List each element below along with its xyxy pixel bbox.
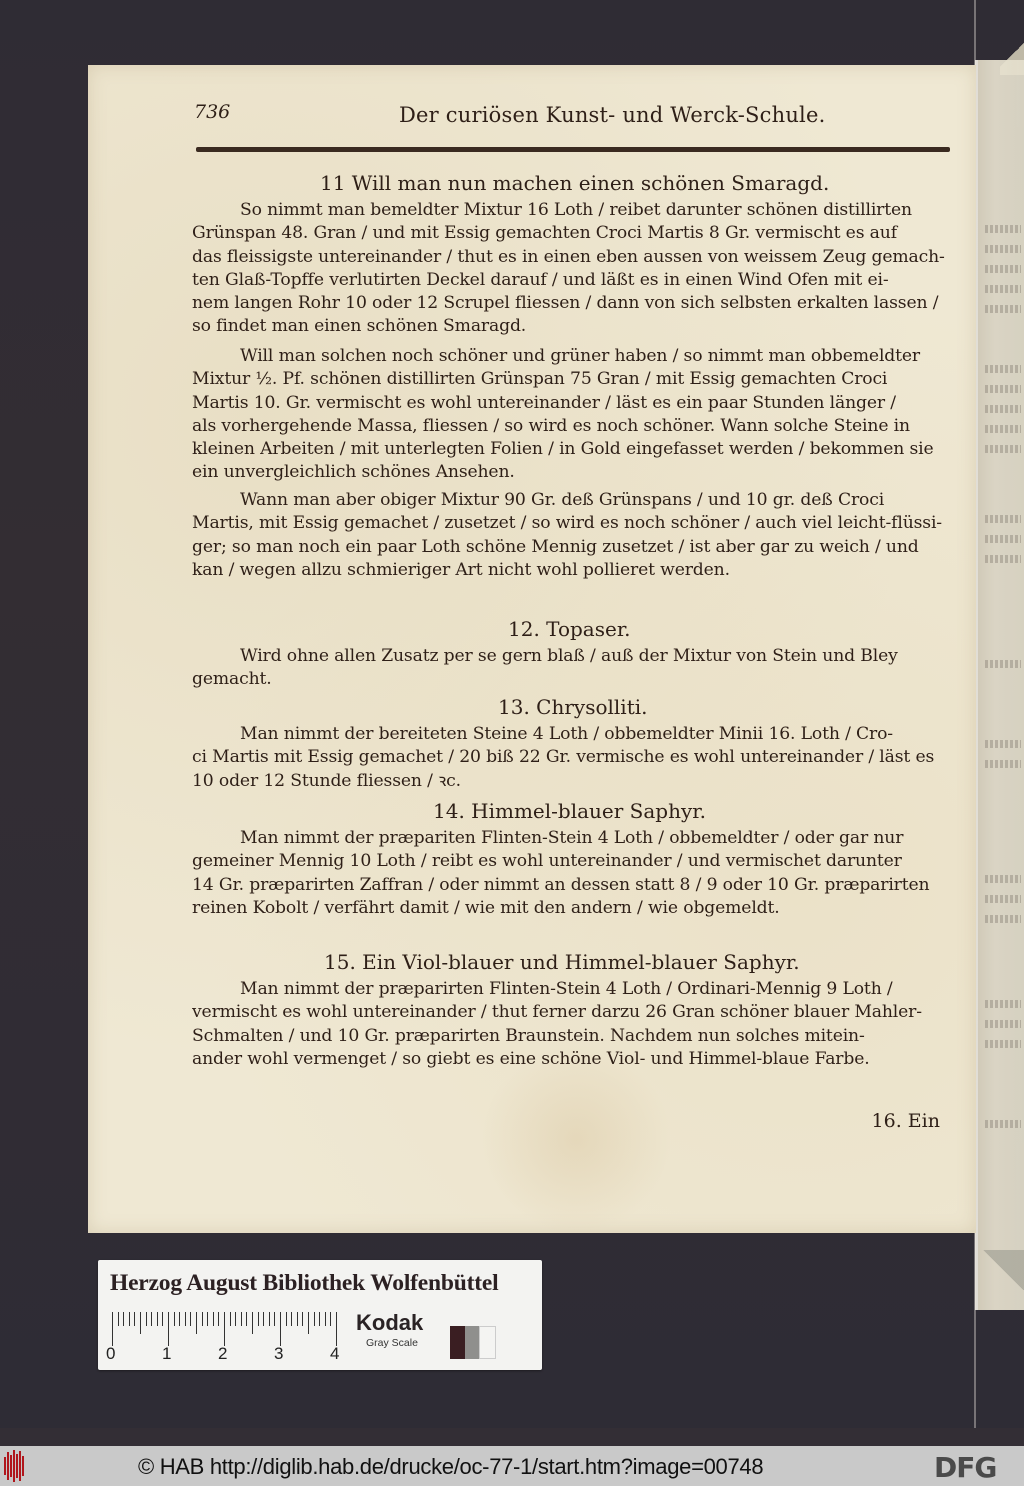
show-through-text (985, 555, 1021, 563)
ruler-tick (291, 1312, 292, 1326)
ruler-tick (196, 1312, 197, 1334)
text-line: 14 Gr. præparirten Zaffran / oder nimmt an dessen statt 8 / 9 oder 10 Gr. præparirten (192, 874, 930, 895)
text-line: gemeiner Mennig 10 Loth / reibt es wohl untereinander / und vermischet darunter (192, 851, 902, 872)
ruler-tick (230, 1312, 231, 1326)
show-through-text (985, 305, 1021, 313)
ruler-tick (224, 1312, 225, 1346)
gray-patch-light (479, 1326, 496, 1359)
kodak-logo: Kodak (356, 1310, 424, 1335)
ruler-tick (235, 1312, 236, 1326)
gray-scale-patches (450, 1326, 496, 1359)
ruler-tick (146, 1312, 147, 1326)
ruler-tick (162, 1312, 163, 1326)
ruler-label: 2 (218, 1344, 228, 1363)
ruler-tick (157, 1312, 158, 1326)
ruler-tick (112, 1312, 113, 1346)
ruler-tick (263, 1312, 264, 1326)
gray-scale-label: Gray Scale (366, 1337, 418, 1349)
library-name: Herzog August Bibliothek Wolfenbüttel (110, 1270, 499, 1296)
show-through-text (985, 1120, 1021, 1128)
ruler-tick (213, 1312, 214, 1326)
text-line: Man nimmt der bereiteten Steine 4 Loth / obbemeldter Minii 16. Loth / Cro- (240, 724, 893, 744)
section-heading-14: 14. Himmel-blauer Saphyr. (433, 799, 707, 823)
text-line: vermischt es wohl untereinander / thut ferner darzu 26 Gran schöner blauer Mahler- (192, 1002, 922, 1023)
text-line: nem langen Rohr 10 oder 12 Scrupel fliessen / dann von sich selbsten erkalten lassen / (192, 293, 939, 314)
paragraph (192, 827, 952, 920)
ruler-tick (168, 1312, 169, 1346)
show-through-text (985, 405, 1021, 413)
ruler-tick (202, 1312, 203, 1326)
show-through-text (985, 245, 1021, 253)
text-line: Martis 10. Gr. vermischt es wohl untereinander / läst es ein paar Stunden länger / (192, 392, 896, 413)
ruler-tick (118, 1312, 119, 1326)
show-through-text (985, 425, 1021, 433)
ruler-label: 4 (330, 1344, 340, 1363)
show-through-text (985, 1020, 1021, 1028)
book-page (88, 65, 976, 1233)
catchword: 16. Ein (871, 1110, 940, 1132)
ruler-tick (308, 1312, 309, 1334)
paragraph (192, 723, 952, 793)
text-line: 10 oder 12 Stunde fliessen / ꝛc. (192, 770, 461, 791)
facing-page-corner-bottom (973, 1250, 1024, 1290)
show-through-text (985, 760, 1021, 768)
ruler-tick (179, 1312, 180, 1326)
ruler-label: 1 (162, 1344, 172, 1363)
ruler-tick (336, 1312, 337, 1346)
ruler-tick (218, 1312, 219, 1326)
ruler-tick (123, 1312, 124, 1326)
section-heading-13: 13. Chrysolliti. (498, 695, 648, 719)
text-line: ander wohl vermenget / so giebt es eine schöne Viol- und Himmel-blaue Farbe. (192, 1048, 870, 1069)
ruler-tick (319, 1312, 320, 1326)
section-heading-15: 15. Ein Viol-blauer und Himmel-blauer Saphyr. (324, 950, 800, 974)
paragraph (192, 645, 952, 692)
ruler-tick (151, 1312, 152, 1326)
show-through-text (985, 875, 1021, 883)
text-line: so findet man einen schönen Smaragd. (192, 316, 527, 337)
show-through-text (985, 535, 1021, 543)
ruler-tick (241, 1312, 242, 1326)
page-number: 736 (194, 101, 231, 123)
ruler-tick (190, 1312, 191, 1326)
show-through-text (985, 385, 1021, 393)
ruler-tick (185, 1312, 186, 1326)
text-line: Martis, mit Essig gemachet / zusetzet / so wird es noch schöner / auch viel leicht-flüssi- (192, 513, 942, 534)
text-line: ci Martis mit Essig gemachet / 20 biß 22 Gr. vermische es wohl untereinander / läst es (192, 747, 935, 768)
running-head (194, 101, 950, 131)
ruler-tick (325, 1312, 326, 1326)
show-through-text (985, 1040, 1021, 1048)
running-title: Der curiösen Kunst- und Werck-Schule. (399, 103, 826, 127)
ruler-tick (258, 1312, 259, 1326)
text-line: gemacht. (192, 669, 272, 690)
source-link[interactable]: © HAB http://diglib.hab.de/drucke/oc-77-1/start.htm?image=00748 (138, 1454, 764, 1479)
text-line: Grünspan 48. Gran / und mit Essig gemachten Croci Martis 8 Gr. vermischt es auf (192, 223, 897, 244)
show-through-text (985, 660, 1021, 668)
text-line: ger; so man noch ein paar Loth schöne Mennig zusetzet / ist aber gar zu weich / und (192, 536, 919, 557)
text-line: Man nimmt der præpariten Flinten-Stein 4 Loth / obbemeldter / oder gar nur (240, 828, 904, 848)
text-line: Wird ohne allen Zusatz per se gern blaß / auß der Mixtur von Stein und Bley (240, 646, 898, 666)
ruler-tick (140, 1312, 141, 1334)
dfg-logo: DFG (934, 1451, 997, 1484)
text-line: Schmalten / und 10 Gr. præparirten Braunstein. Nachdem nun solches mitein- (192, 1025, 865, 1046)
text-line: Will man solchen noch schöner und grüner haben / so nimmt man obbemeldter (240, 346, 920, 366)
text-line: Wann man aber obiger Mixtur 90 Gr. deß Grünspans / und 10 gr. deß Croci (240, 490, 885, 510)
show-through-text (985, 225, 1021, 233)
show-through-text (985, 915, 1021, 923)
show-through-text (985, 445, 1021, 453)
text-line: ten Glaß-Topffe verlutirten Deckel darauf / und läßt es in einen Wind Ofen mit ei- (192, 269, 889, 290)
ruler-tick (330, 1312, 331, 1326)
show-through-text (985, 285, 1021, 293)
hab-logo-icon (4, 1450, 24, 1482)
show-through-text (985, 740, 1021, 748)
text-line: das fleissigste untereinander / thut es in einen eben aussen von weissem Zeug gemach- (192, 246, 945, 267)
ruler-tick (297, 1312, 298, 1326)
ruler-tick (252, 1312, 253, 1334)
gray-patch-dark (450, 1326, 465, 1359)
paragraph (192, 199, 952, 339)
text-line: als vorhergehende Massa, fliessen / so wird es noch schöner. Wann solche Steine in (192, 415, 910, 436)
footer-bar (0, 1446, 1024, 1486)
header-rule (196, 147, 950, 152)
ruler-label: 0 (106, 1344, 116, 1363)
text-line: So nimmt man bemeldter Mixtur 16 Loth / reibet darunter schönen distillirten (240, 200, 912, 220)
show-through-text (985, 265, 1021, 273)
color-target-card (98, 1260, 542, 1370)
section-heading-11: 11 Will man nun machen einen schönen Smaragd. (320, 171, 830, 195)
section-heading-12: 12. Topaser. (508, 617, 631, 641)
ruler-label: 3 (274, 1344, 284, 1363)
paragraph (192, 345, 952, 485)
ruler-tick (269, 1312, 270, 1326)
text-line: ein unvergleichlich schönes Ansehen. (192, 462, 515, 483)
ruler-tick (280, 1312, 281, 1346)
text-line: kan / wegen allzu schmieriger Art nicht wohl pollieret werden. (192, 559, 730, 580)
show-through-text (985, 365, 1021, 373)
show-through-text (985, 515, 1021, 523)
ruler-tick (246, 1312, 247, 1326)
ruler-tick (134, 1312, 135, 1326)
text-line: Man nimmt der præparirten Flinten-Stein 4 Loth / Ordinari-Mennig 9 Loth / (240, 979, 893, 999)
paragraph (192, 489, 952, 582)
ruler-tick (314, 1312, 315, 1326)
ruler-tick (286, 1312, 287, 1326)
ruler-tick (174, 1312, 175, 1326)
facing-page-edge (975, 60, 1024, 1310)
scale-ruler (112, 1312, 342, 1348)
ruler-tick (274, 1312, 275, 1326)
ruler-tick (207, 1312, 208, 1326)
paragraph (192, 978, 952, 1071)
show-through-text (985, 1000, 1021, 1008)
text-line: reinen Kobolt / verfährt damit / wie mit den andern / wie obgemeldt. (192, 897, 780, 918)
text-line: Mixtur ½. Pf. schönen distillirten Grünspan 75 Gran / mit Essig gemachten Croci (192, 369, 888, 390)
ruler-labels (106, 1344, 356, 1364)
text-line: kleinen Arbeiten / mit unterlegten Folien / in Gold eingefasset werden / bekommen sie (192, 439, 934, 460)
show-through-text (985, 895, 1021, 903)
ruler-tick (129, 1312, 130, 1326)
gray-patch-mid (465, 1326, 480, 1359)
ruler-tick (302, 1312, 303, 1326)
